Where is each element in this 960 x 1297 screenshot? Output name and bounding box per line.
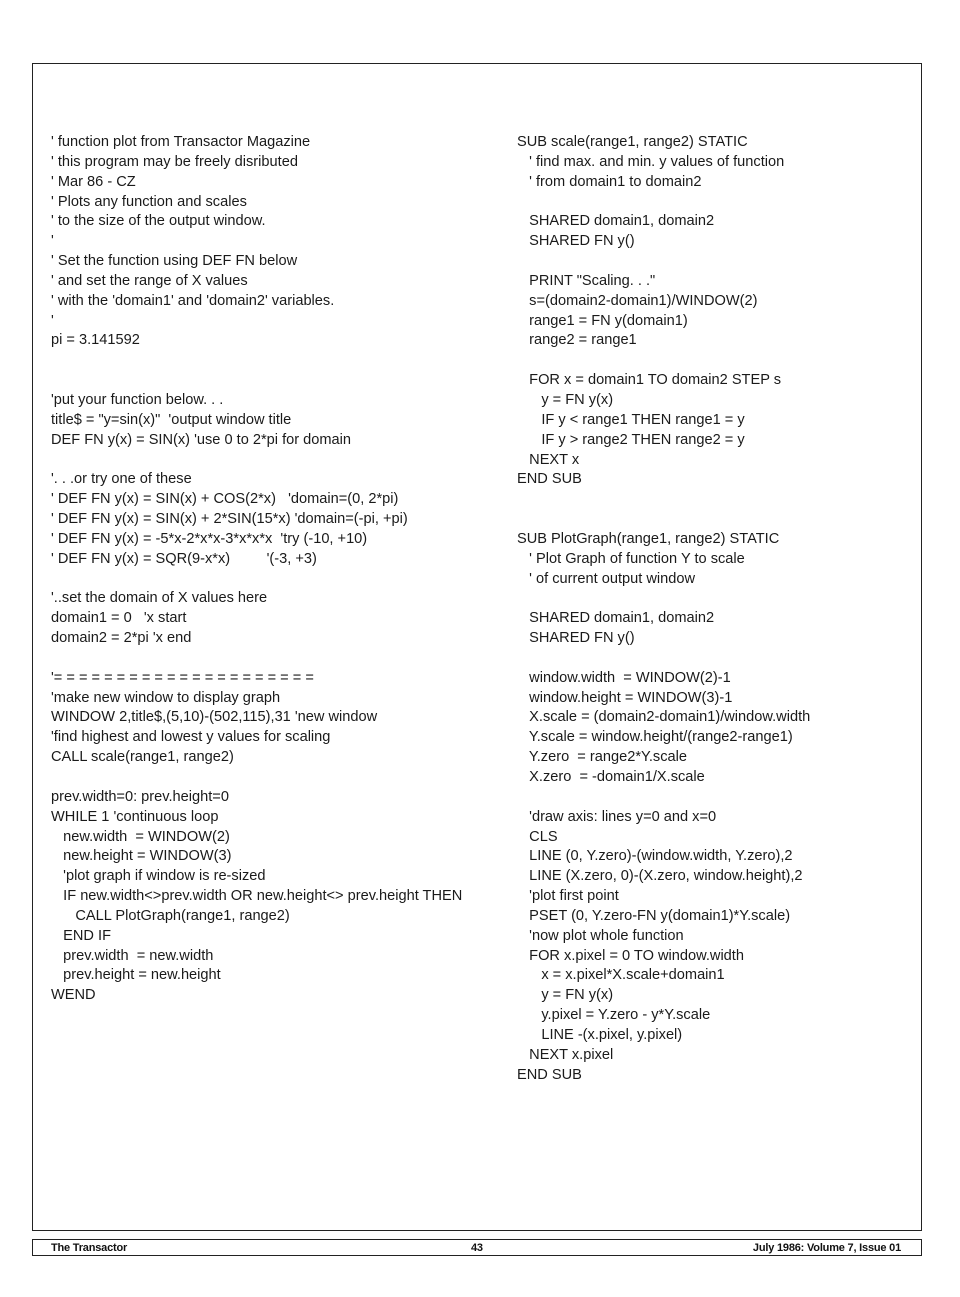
code-listing-left bbox=[51, 133, 462, 1006]
code-line: 'make new window to display graph bbox=[51, 689, 281, 706]
code-line: 'now plot whole function bbox=[517, 927, 684, 944]
code-line: x = x.pixel*X.scale+domain1 bbox=[517, 967, 725, 984]
code-line: new.height = WINDOW(3) bbox=[51, 848, 232, 865]
code-line: ' DEF FN y(x) = -5*x-2*x*x-3*x*x*x 'try (-10, +10) bbox=[51, 530, 368, 547]
code-line: ' bbox=[51, 312, 54, 329]
code-line: prev.width=0: prev.height=0 bbox=[51, 788, 229, 805]
code-line: Y.scale = window.height/(range2-range1) bbox=[517, 729, 793, 746]
code-line: title$ = "y=sin(x)" 'output window title bbox=[51, 411, 292, 428]
code-line: IF new.width<>prev.width OR new.height<> prev.height THEN bbox=[51, 888, 463, 905]
code-line: END SUB bbox=[517, 1066, 582, 1083]
code-line: window.width = WINDOW(2)-1 bbox=[517, 669, 731, 686]
footer-issue: July 1986: Volume 7, Issue 01 bbox=[752, 1242, 901, 1254]
code-line: '. . .or try one of these bbox=[51, 471, 192, 488]
code-line: WEND bbox=[51, 987, 96, 1004]
code-line: prev.width = new.width bbox=[51, 947, 214, 964]
code-line: ' to the size of the output window. bbox=[51, 213, 266, 230]
page-footer bbox=[32, 1239, 922, 1256]
code-line: y = FN y(x) bbox=[517, 391, 614, 408]
code-line: SUB PlotGraph(range1, range2) STATIC bbox=[517, 530, 780, 547]
code-line: ' Plots any function and scales bbox=[51, 193, 247, 210]
code-line bbox=[517, 589, 810, 609]
code-line: SUB scale(range1, range2) STATIC bbox=[517, 134, 748, 150]
code-line: FOR x.pixel = 0 TO window.width bbox=[517, 947, 744, 964]
code-line: domain2 = 2*pi 'x end bbox=[51, 630, 192, 647]
code-line: X.scale = (domain2-domain1)/window.width bbox=[517, 709, 811, 726]
code-line: IF y > range2 THEN range2 = y bbox=[517, 431, 745, 448]
code-line bbox=[51, 768, 462, 788]
code-line: NEXT x.pixel bbox=[517, 1046, 614, 1063]
code-line: 'plot graph if window is re-sized bbox=[51, 868, 266, 885]
footer-publication: The Transactor bbox=[51, 1242, 128, 1254]
code-line: DEF FN y(x) = SIN(x) 'use 0 to 2*pi for domain bbox=[51, 431, 352, 448]
code-line bbox=[517, 649, 810, 669]
code-line: SHARED FN y() bbox=[517, 630, 635, 647]
code-line: ' DEF FN y(x) = SIN(x) + 2*SIN(15*x) 'domain=(-pi, +pi) bbox=[51, 511, 408, 528]
code-line: ' bbox=[51, 233, 54, 250]
code-line: Y.zero = range2*Y.scale bbox=[517, 749, 687, 766]
code-line bbox=[51, 451, 462, 471]
code-line bbox=[51, 351, 462, 371]
code-line: 'find highest and lowest y values for scaling bbox=[51, 729, 331, 746]
code-line: WHILE 1 'continuous loop bbox=[51, 808, 219, 825]
code-line: PRINT "Scaling. . ." bbox=[517, 272, 656, 289]
code-line: LINE (X.zero, 0)-(X.zero, window.height),2 bbox=[517, 868, 803, 885]
code-line bbox=[517, 193, 810, 213]
code-line bbox=[51, 570, 462, 590]
code-line: '= = = = = = = = = = = = = = = = = = = = = bbox=[51, 669, 314, 686]
code-line: ' Mar 86 - CZ bbox=[51, 173, 136, 190]
code-line: SHARED domain1, domain2 bbox=[517, 610, 715, 627]
code-line bbox=[51, 371, 462, 391]
code-line: WINDOW 2,title$,(5,10)-(502,115),31 'new window bbox=[51, 709, 378, 726]
footer-page-number: 43 bbox=[471, 1242, 483, 1254]
code-line bbox=[517, 490, 810, 510]
code-line: ' this program may be freely disributed bbox=[51, 153, 298, 170]
code-line: ' Set the function using DEF FN below bbox=[51, 253, 298, 270]
code-line: CLS bbox=[517, 828, 558, 845]
code-line: prev.height = new.height bbox=[51, 967, 221, 984]
code-line: CALL scale(range1, range2) bbox=[51, 749, 234, 766]
code-line: IF y < range1 THEN range1 = y bbox=[517, 411, 745, 428]
code-line: y.pixel = Y.zero - y*Y.scale bbox=[517, 1007, 711, 1024]
code-line: X.zero = -domain1/X.scale bbox=[517, 769, 705, 785]
code-line: 'put your function below. . . bbox=[51, 391, 224, 408]
code-line: ' of current output window bbox=[517, 570, 696, 587]
code-line: FOR x = domain1 TO domain2 STEP s bbox=[517, 372, 782, 389]
code-listing-right bbox=[517, 133, 810, 1086]
code-line: ' Plot Graph of function Y to scale bbox=[517, 550, 745, 567]
code-line bbox=[51, 649, 462, 669]
code-line: ' function plot from Transactor Magazine bbox=[51, 134, 311, 150]
code-line: ' DEF FN y(x) = SIN(x) + COS(2*x) 'domain=(0, 2*pi) bbox=[51, 491, 399, 508]
code-line: 'draw axis: lines y=0 and x=0 bbox=[517, 808, 717, 825]
code-line: END IF bbox=[51, 927, 111, 944]
code-line bbox=[517, 788, 810, 808]
code-line: new.width = WINDOW(2) bbox=[51, 828, 230, 845]
code-line: y = FN y(x) bbox=[517, 987, 614, 1004]
code-line bbox=[517, 510, 810, 530]
code-line: END SUB bbox=[517, 471, 582, 488]
code-line: NEXT x bbox=[517, 451, 580, 468]
code-line: '..set the domain of X values here bbox=[51, 590, 268, 607]
code-line: window.height = WINDOW(3)-1 bbox=[517, 689, 733, 706]
code-line: SHARED domain1, domain2 bbox=[517, 213, 715, 230]
code-line: ' with the 'domain1' and 'domain2' variables. bbox=[51, 292, 335, 309]
code-line: ' from domain1 to domain2 bbox=[517, 173, 702, 190]
code-line bbox=[517, 351, 810, 371]
code-line: ' find max. and min. y values of function bbox=[517, 153, 785, 170]
code-line: ' DEF FN y(x) = SQR(9-x*x) '(-3, +3) bbox=[51, 550, 317, 567]
code-line: CALL PlotGraph(range1, range2) bbox=[51, 907, 290, 924]
code-line bbox=[517, 252, 810, 272]
code-line: LINE -(x.pixel, y.pixel) bbox=[517, 1026, 683, 1043]
code-line: SHARED FN y() bbox=[517, 233, 635, 250]
code-line: pi = 3.141592 bbox=[51, 332, 140, 349]
code-line: PSET (0, Y.zero-FN y(domain1)*Y.scale) bbox=[517, 907, 791, 924]
code-line: LINE (0, Y.zero)-(window.width, Y.zero),2 bbox=[517, 848, 793, 865]
code-line: domain1 = 0 'x start bbox=[51, 610, 187, 627]
code-line: s=(domain2-domain1)/WINDOW(2) bbox=[517, 292, 758, 309]
code-line: ' and set the range of X values bbox=[51, 272, 248, 289]
code-line: 'plot first point bbox=[517, 888, 619, 905]
code-line: range1 = FN y(domain1) bbox=[517, 312, 688, 329]
code-line: range2 = range1 bbox=[517, 332, 637, 349]
